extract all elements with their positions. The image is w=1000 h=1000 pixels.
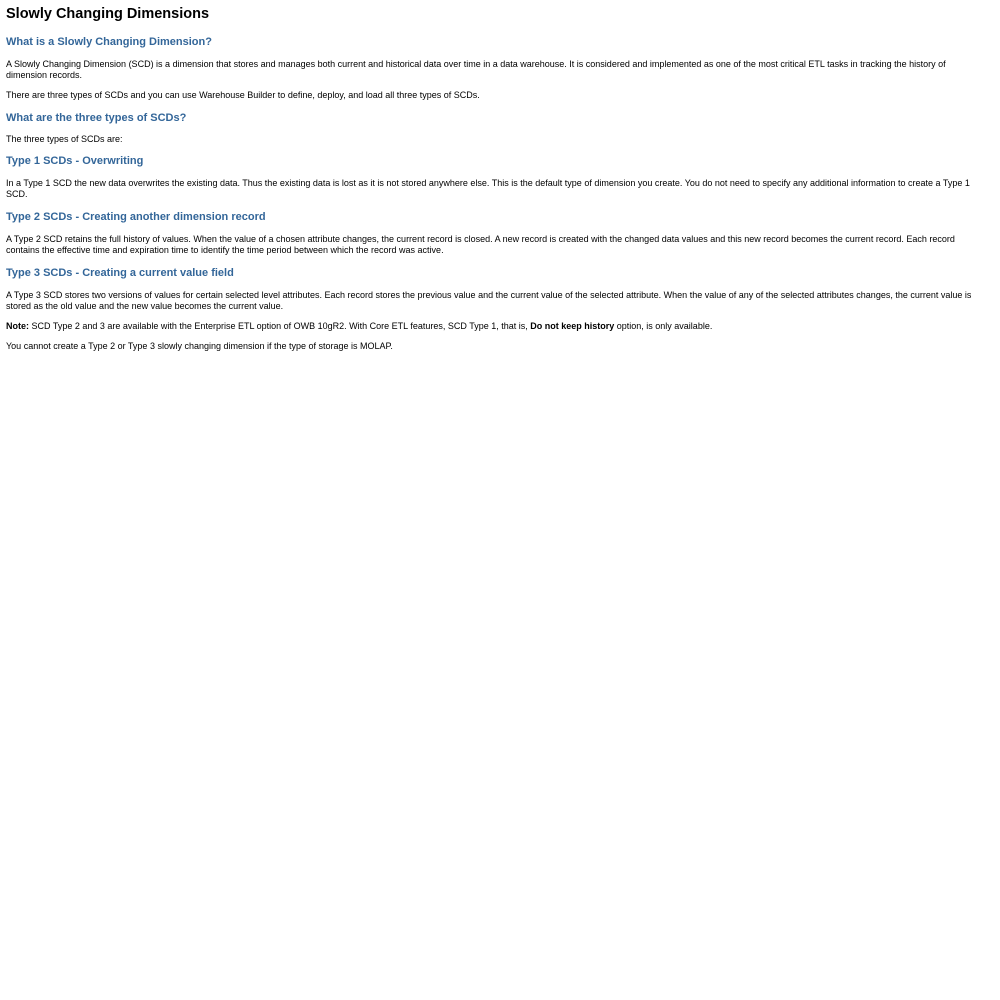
note-paragraph <box>6 321 987 332</box>
paragraph-molap-restriction: You cannot create a Type 2 or Type 3 slowly changing dimension if the type of storage is MOLAP. <box>6 341 393 351</box>
paragraph-type3: A Type 3 SCD stores two versions of values for certain selected level attributes. Each record stores the previous value and the current value of the selected attribute. When the value of any of the selected attributes changes, the current value is stored as the old value and the new value becomes the current value. <box>6 290 972 311</box>
note-label: Note: <box>6 321 29 331</box>
heading-three-types: What are the three types of SCDs? <box>6 112 187 124</box>
paragraph-scd-types-intro: There are three types of SCDs and you can use Warehouse Builder to define, deploy, and load all three types of SCDs. <box>6 90 480 100</box>
paragraph-scd-definition: A Slowly Changing Dimension (SCD) is a dimension that stores and manages both current and historical data over time in a data warehouse. It is considered and implemented as one of the most critical ETL tasks in tracking the history of dimension records. <box>6 59 946 80</box>
heading-type2: Type 2 SCDs - Creating another dimension record <box>6 211 266 223</box>
note-text-after: option, is only available. <box>614 321 713 331</box>
heading-what-is-scd: What is a Slowly Changing Dimension? <box>6 36 212 48</box>
note-text-before: SCD Type 2 and 3 are available with the Enterprise ETL option of OWB 10gR2. With Core ETL features, SCD Type 1, that is, <box>29 321 531 331</box>
heading-type3: Type 3 SCDs - Creating a current value field <box>6 267 234 279</box>
note-bold-option: Do not keep history <box>530 321 615 331</box>
paragraph-type2: A Type 2 SCD retains the full history of values. When the value of a chosen attribute changes, the current record is closed. A new record is created with the changed data values and this new record becomes the current record. Each record contains the effective time and expiration time to identify the time period between which the record was active. <box>6 234 955 255</box>
paragraph-type1: In a Type 1 SCD the new data overwrites the existing data. Thus the existing data is lost as it is not stored anywhere else. This is the default type of dimension you create. You do not need to specify any additional information to create a Type 1 SCD. <box>6 178 970 199</box>
page-title: Slowly Changing Dimensions <box>6 6 210 22</box>
document-page <box>0 0 1000 352</box>
paragraph-three-types: The three types of SCDs are: <box>6 134 123 144</box>
heading-type1: Type 1 SCDs - Overwriting <box>6 155 144 167</box>
